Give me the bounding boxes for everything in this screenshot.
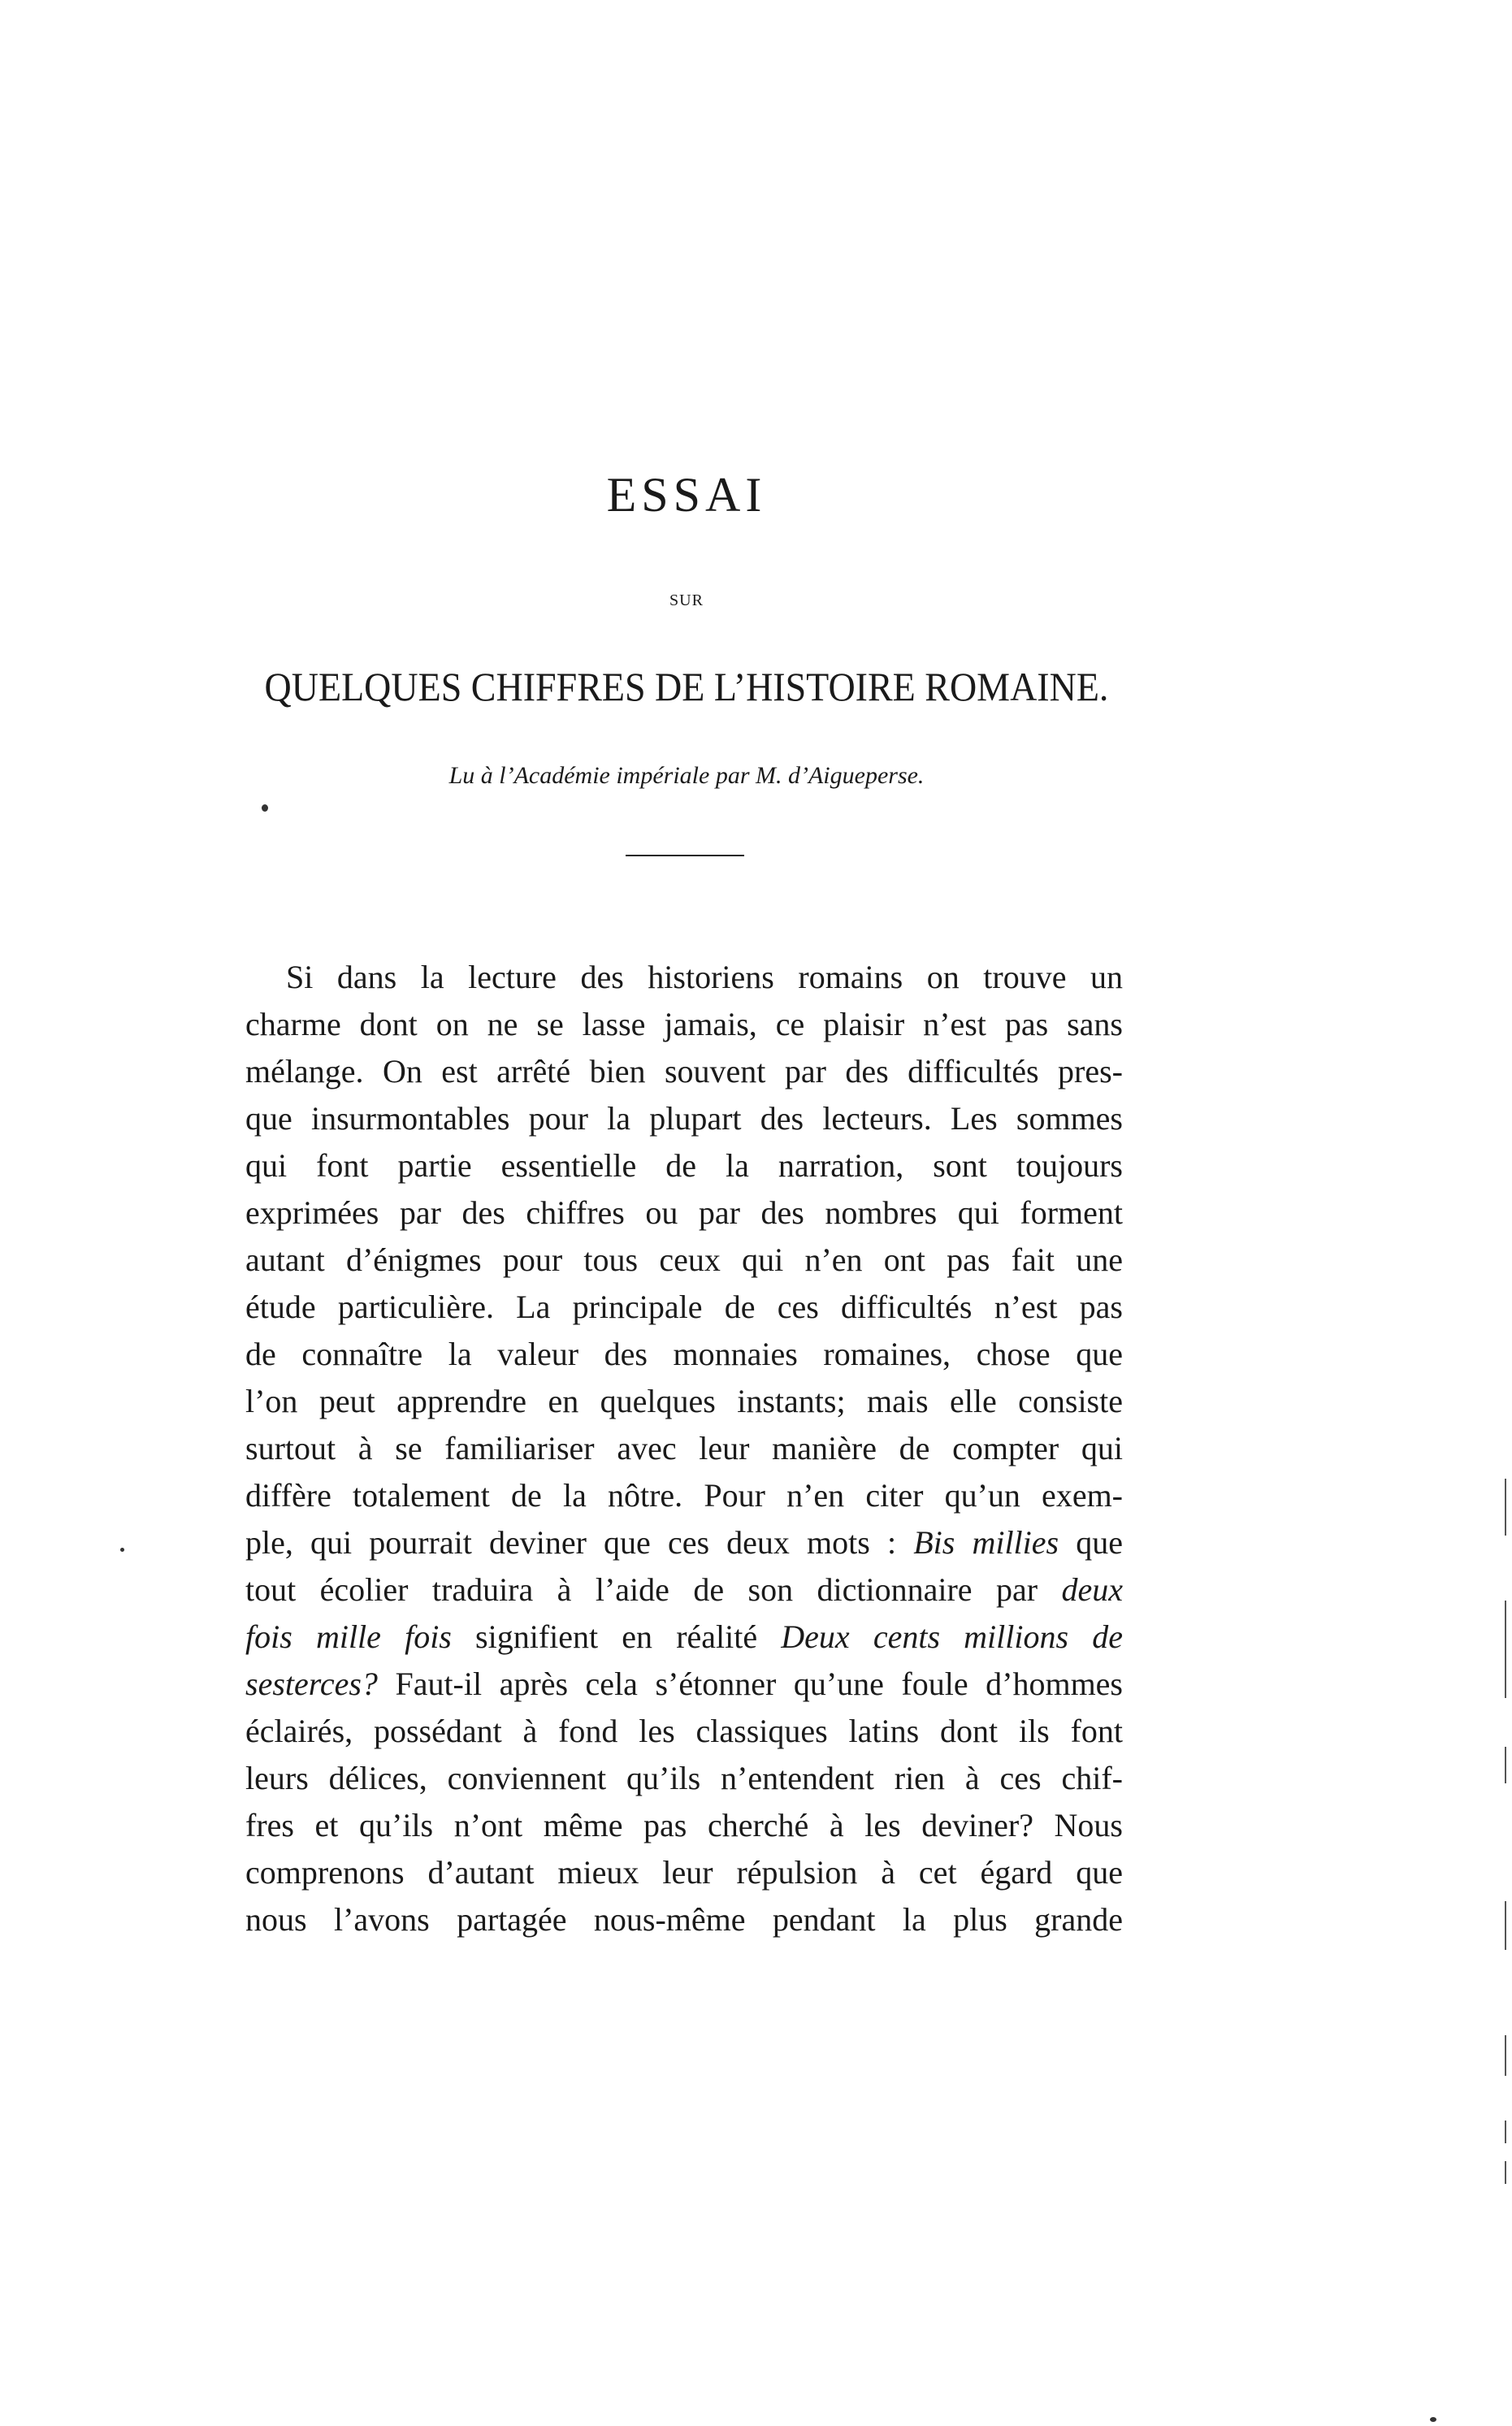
italic-phrase: Deux cents millions de <box>781 1618 1123 1655</box>
text-line <box>245 1566 1123 1614</box>
italic-phrase: Bis millies <box>913 1524 1059 1561</box>
margin-mark <box>1505 1747 1506 1783</box>
scan-speck <box>120 1548 124 1552</box>
text-line: diffère totalement de la nôtre. Pour n’en citer qu’un exem- <box>245 1477 1123 1514</box>
text-line: nous l’avons partagée nous-même pendant la plus grande <box>245 1901 1123 1938</box>
title-divider <box>626 855 744 856</box>
page-title: ESSAI <box>606 468 767 522</box>
italic-phrase: fois mille fois <box>245 1618 452 1655</box>
text-line: de connaître la valeur des monnaies romaines, chose que <box>245 1336 1123 1372</box>
italic-phrase: deux <box>1061 1571 1123 1608</box>
text-line <box>245 1614 1123 1661</box>
text-run: ple, qui pourrait deviner que ces deux mots : <box>245 1524 914 1561</box>
margin-mark <box>1505 2161 1506 2184</box>
text-line: autant d’énigmes pour tous ceux qui n’en ont pas fait une <box>245 1241 1123 1278</box>
scan-speck <box>262 804 268 812</box>
text-line: surtout à se familiariser avec leur manière de compter qui <box>245 1430 1123 1466</box>
text-line: exprimées par des chiffres ou par des nombres qui forment <box>245 1194 1123 1231</box>
text-line: comprenons d’autant mieux leur répulsion à cet égard que <box>245 1854 1123 1891</box>
page-subtitle: QUELQUES CHIFFRES DE L’HISTOIRE ROMAINE. <box>264 664 1109 709</box>
text-line: leurs délices, conviennent qu’ils n’entendent rien à ces chif- <box>245 1760 1123 1796</box>
scan-speck <box>1430 2417 1436 2422</box>
text-run: signifient en réalité <box>451 1618 782 1655</box>
author-byline: Lu à l’Académie impériale par M. d’Aigueperse. <box>448 762 925 789</box>
text-run: tout écolier traduira à l’aide de son dictionnaire par <box>245 1571 1062 1608</box>
italic-phrase: sesterces? <box>245 1666 378 1702</box>
text-line: charme dont on ne se lasse jamais, ce plaisir n’est pas sans <box>245 1006 1123 1042</box>
text-line <box>245 1661 1123 1708</box>
text-line: que insurmontables pour la plupart des lecteurs. Les sommes <box>245 1100 1123 1137</box>
text-line: fres et qu’ils n’ont même pas cherché à les deviner? Nous <box>245 1807 1123 1843</box>
title-connector: SUR <box>669 591 704 609</box>
text-line: l’on peut apprendre en quelques instants; mais elle consiste <box>245 1383 1123 1419</box>
text-run: que <box>1059 1524 1123 1561</box>
margin-mark <box>1505 2035 1506 2076</box>
text-line <box>245 1519 1123 1566</box>
margin-mark <box>1505 2121 1506 2143</box>
text-line: qui font partie essentielle de la narration, sont toujours <box>245 1147 1123 1184</box>
text-line: Si dans la lecture des historiens romains on trouve un <box>286 959 1123 995</box>
margin-mark <box>1505 1901 1506 1950</box>
body-paragraph <box>245 954 1123 1943</box>
margin-mark <box>1505 1601 1506 1698</box>
text-line: éclairés, possédant à fond les classiques latins dont ils font <box>245 1713 1123 1749</box>
text-line: étude particulière. La principale de ces difficultés n’est pas <box>245 1289 1123 1325</box>
text-line: mélange. On est arrêté bien souvent par des difficultés pres- <box>245 1053 1123 1090</box>
text-run: Faut-il après cela s’étonner qu’une foule d’hommes <box>377 1666 1123 1702</box>
margin-mark <box>1505 1479 1506 1536</box>
